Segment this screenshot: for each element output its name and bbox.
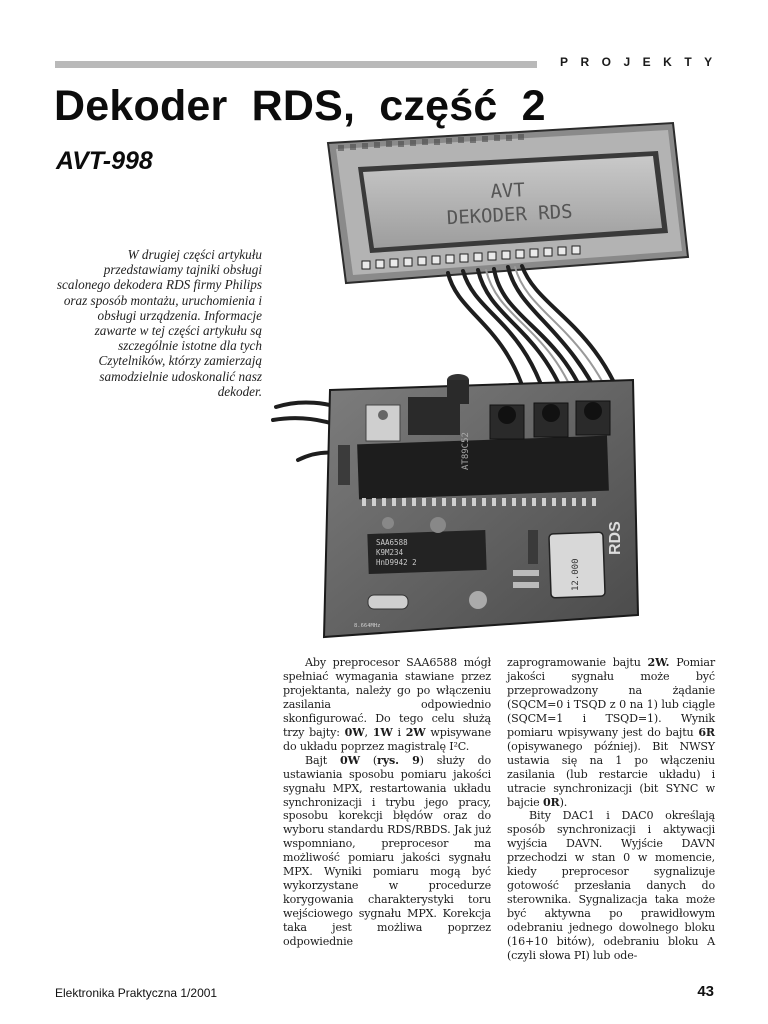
paragraph: Bity DAC1 i DAC0 określają sposób synchronizacji i aktywacji wyjścia DAVN. Wyjście DAVN przechodzi w stan 0 w momencie, kiedy preprocesor sygnalizuje gotowość przesłania danych do sterownika. Sygnalizacja taka może być aktywna po prawidłowym odebraniu jednego dowolnego bloku (16+10 bitów), odebraniu bloku A (czyli słowa PI) lub ode- xyxy=(507,809,715,963)
footer-magazine: Elektronika Praktyczna 1/2001 xyxy=(55,986,218,1000)
article-lead: W drugiej części artykułu przedstawiamy tajniki obsługi scalonego dekodera RDS firmy Philips oraz sposób montażu, uruchomienia i obsługi urządzenia. Informacje zawarte w tej części artykułu są szczególnie istotne dla tych Czytelników, którzy zamierzają samodzielnie udoskonalić nasz dekoder. xyxy=(56,247,262,399)
section-label: PROJEKTY xyxy=(560,55,725,69)
paragraph: Aby preprocesor SAA6588 mógł spełniać wymagania stawiane przez projektanta, należy go po włączeniu zasilania odpowiednio skonfigurować. Do tego celu służą trzy bajty: 0W, 1W i 2W wpisywane do układu poprzez magistralę I²C. xyxy=(283,656,492,753)
lcd-module xyxy=(328,123,688,283)
ic-rds-line-3: HnD9942 2 xyxy=(376,558,417,567)
article-title: Dekoder RDS, część 2 xyxy=(54,82,546,130)
pcb-board xyxy=(324,374,638,637)
page-number: 43 xyxy=(697,983,714,1000)
small-crystal-label: 8.664MHz xyxy=(354,623,381,629)
board-rds-label: RDS xyxy=(607,521,624,555)
crystal-label: 12.000 xyxy=(571,558,581,591)
paragraph: Bajt 0W (rys. 9) służy do ustawiania sposobu pomiaru jakości sygnału MPX, restartowania układu synchronizacji i trybu jego pracy, sposobu korekcji błędów oraz do wyboru standardu RDS/RBDS. Jak już wspomniano, preprocesor ma możliwość pomiaru jakości sygnału MPX. Wyniki pomiaru mogą być wykorzystane w procedurze korygowania charakterystyki toru wejściowego sygnału MPX. Korekcja taka jest możliwa poprzez odpowiednie xyxy=(283,753,491,949)
lcd-line-2: DEKODER RDS xyxy=(446,200,574,230)
ic-rds-line-1: SAA6588 xyxy=(376,538,408,547)
rds-decoder-photo xyxy=(258,115,716,650)
ic-rds-line-2: K9M234 xyxy=(376,548,404,557)
body-column-1 xyxy=(283,656,491,949)
body-column-2 xyxy=(507,656,715,963)
article-subtitle: AVT-998 xyxy=(56,147,153,175)
lcd-line-1: AVT xyxy=(489,179,526,203)
paragraph: zaprogramowanie bajtu 2W. Pomiar jakości sygnału może być przeprowadzony na żądanie (SQCM=0 i TSQD z 0 na 1) lub ciągle (SQCM=1 i TSQD=1). Wynik pomiaru wpisywany jest do bajtu 6R (opisywanego później). Bit NWSY ustawia się na 1 po włączeniu zasilania (lub restarcie układu) i utracie synchronizacji (bit SYNC w bajcie 0R). xyxy=(507,656,716,809)
ic-main-label: AT89C52 xyxy=(461,432,471,470)
header-rule xyxy=(55,61,537,68)
